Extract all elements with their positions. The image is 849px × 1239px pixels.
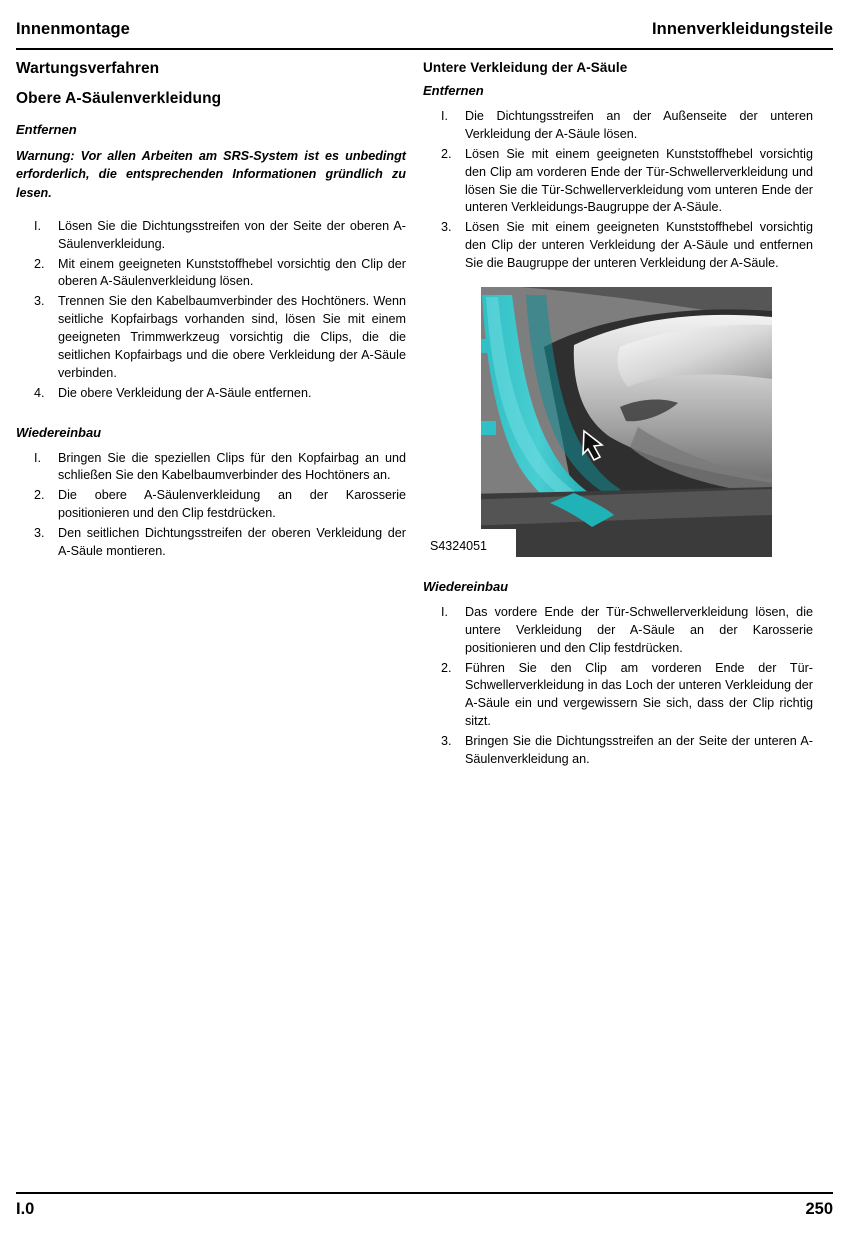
header-right-title: Innenverkleidungsteile	[651, 20, 833, 38]
left-subsection-title: Obere A-Säulenverkleidung	[16, 90, 222, 107]
right-remove-steps	[423, 108, 813, 273]
right-remove-heading: Entfernen	[423, 83, 484, 98]
step-number: 4.	[34, 385, 45, 400]
step-number: I.	[441, 109, 448, 123]
left-install-steps	[16, 450, 406, 561]
document-version: I.0	[16, 1200, 35, 1218]
list-item	[423, 660, 813, 732]
right-subsection-title: Untere Verkleidung der A-Säule	[423, 60, 628, 75]
right-column	[423, 60, 813, 773]
step-text: Lösen Sie mit einem geeigneten Kunststoffhebel vorsichtig den Clip am vorderen Ende der Tür-Schwellerverkleidung und lösen Sie die Tür-Schwellerverkleidung vom unteren Ende der unteren Verkleidungs-Baugruppe der A-Säule.	[465, 146, 813, 215]
step-text: Den seitlichen Dichtungsstreifen der oberen Verkleidung der A-Säule montieren.	[58, 526, 406, 558]
right-install-heading: Wiedereinbau	[423, 578, 509, 594]
list-item	[16, 256, 406, 292]
step-text: Bringen Sie die speziellen Clips für den Kopfairbag an und schließen Sie den Kabelbaumverbinder des Hochtöners an.	[58, 450, 406, 483]
list-item	[423, 108, 813, 144]
figure-caption: S4324051	[430, 538, 488, 553]
step-text: Trennen Sie den Kabelbaumverbinder des Hochtöners. Wenn seitliche Kopfairbags vorhanden sind, lösen Sie mit einem geeigneten Trimmwerkzeug vorsichtig die Clips, die die seitlichen Kopfairbags und die obere Verkleidung der A-Säule verbinden.	[58, 294, 406, 380]
left-remove-steps	[16, 218, 406, 403]
page-title: Wartungsverfahren	[16, 60, 160, 77]
step-text: Das vordere Ende der Tür-Schwellerverkleidung lösen, die untere Verkleidung der A-Säule an der Karosserie positionieren und den Clip festdrücken.	[465, 604, 813, 655]
page-header	[16, 20, 833, 39]
right-install-steps	[423, 604, 813, 769]
step-text: Mit einem geeigneten Kunststoffhebel vorsichtig den Clip der oberen A-Säulenverkleidung lösen.	[58, 256, 406, 289]
left-remove-heading: Entfernen	[16, 122, 77, 137]
footer-divider	[16, 1192, 833, 1194]
list-item	[16, 218, 406, 254]
page-footer	[16, 1200, 833, 1219]
step-text: Die obere A-Säulenverkleidung an der Karosserie positionieren und den Clip festdrücken.	[58, 488, 406, 521]
step-text: Lösen Sie die Dichtungsstreifen von der Seite der oberen A-Säulenverkleidung.	[58, 218, 406, 251]
list-item	[16, 385, 406, 403]
step-number: I.	[34, 450, 41, 465]
figure-a-pillar-lower-trim	[424, 287, 772, 557]
step-number: 3.	[34, 526, 45, 540]
left-install-heading: Wiedereinbau	[16, 424, 102, 440]
list-item	[16, 525, 406, 561]
step-text: Bringen Sie die Dichtungsstreifen an der Seite der unteren A-Säulenverkleidung an.	[465, 734, 813, 766]
list-item	[16, 450, 406, 486]
step-number: I.	[441, 604, 448, 619]
step-text: Lösen Sie mit einem geeigneten Kunststoffhebel vorsichtig den Clip der unteren Verkleidung der A-Säule und entfernen Sie die Baugruppe der unteren Verkleidung der A-Säule.	[465, 220, 813, 270]
step-number: 3.	[34, 294, 45, 309]
step-text: Die Dichtungsstreifen an der Außenseite der unteren Verkleidung der A-Säule lösen.	[465, 109, 813, 141]
list-item	[16, 293, 406, 382]
list-item	[423, 604, 813, 658]
header-left-title: Innenmontage	[16, 20, 130, 38]
list-item	[423, 146, 813, 218]
step-number: I.	[34, 218, 41, 233]
page-number: 250	[805, 1200, 833, 1218]
list-item	[423, 733, 813, 769]
step-text: Die obere Verkleidung der A-Säule entfernen.	[58, 385, 312, 400]
step-number: 2.	[441, 146, 452, 161]
step-number: 2.	[34, 488, 45, 503]
step-number: 3.	[441, 220, 452, 235]
figure-left-margin-mask	[424, 287, 481, 557]
step-number: 2.	[34, 256, 45, 271]
step-text: Führen Sie den Clip am vorderen Ende der Tür-Schwellerverkleidung in das Loch der unteren Verkleidung der A-Säule ein und vergewissern Sie sich, dass der Clip richtig sitzt.	[465, 660, 813, 729]
safety-warning: Warnung: Vor allen Arbeiten am SRS-System ist es unbedingt erforderlich, die entsprechenden Informationen gründlich zu lesen.	[16, 149, 406, 200]
left-column	[16, 60, 406, 565]
step-number: 3.	[441, 734, 452, 748]
header-divider	[16, 48, 833, 50]
step-number: 2.	[441, 660, 452, 675]
list-item	[423, 219, 813, 273]
list-item	[16, 487, 406, 523]
